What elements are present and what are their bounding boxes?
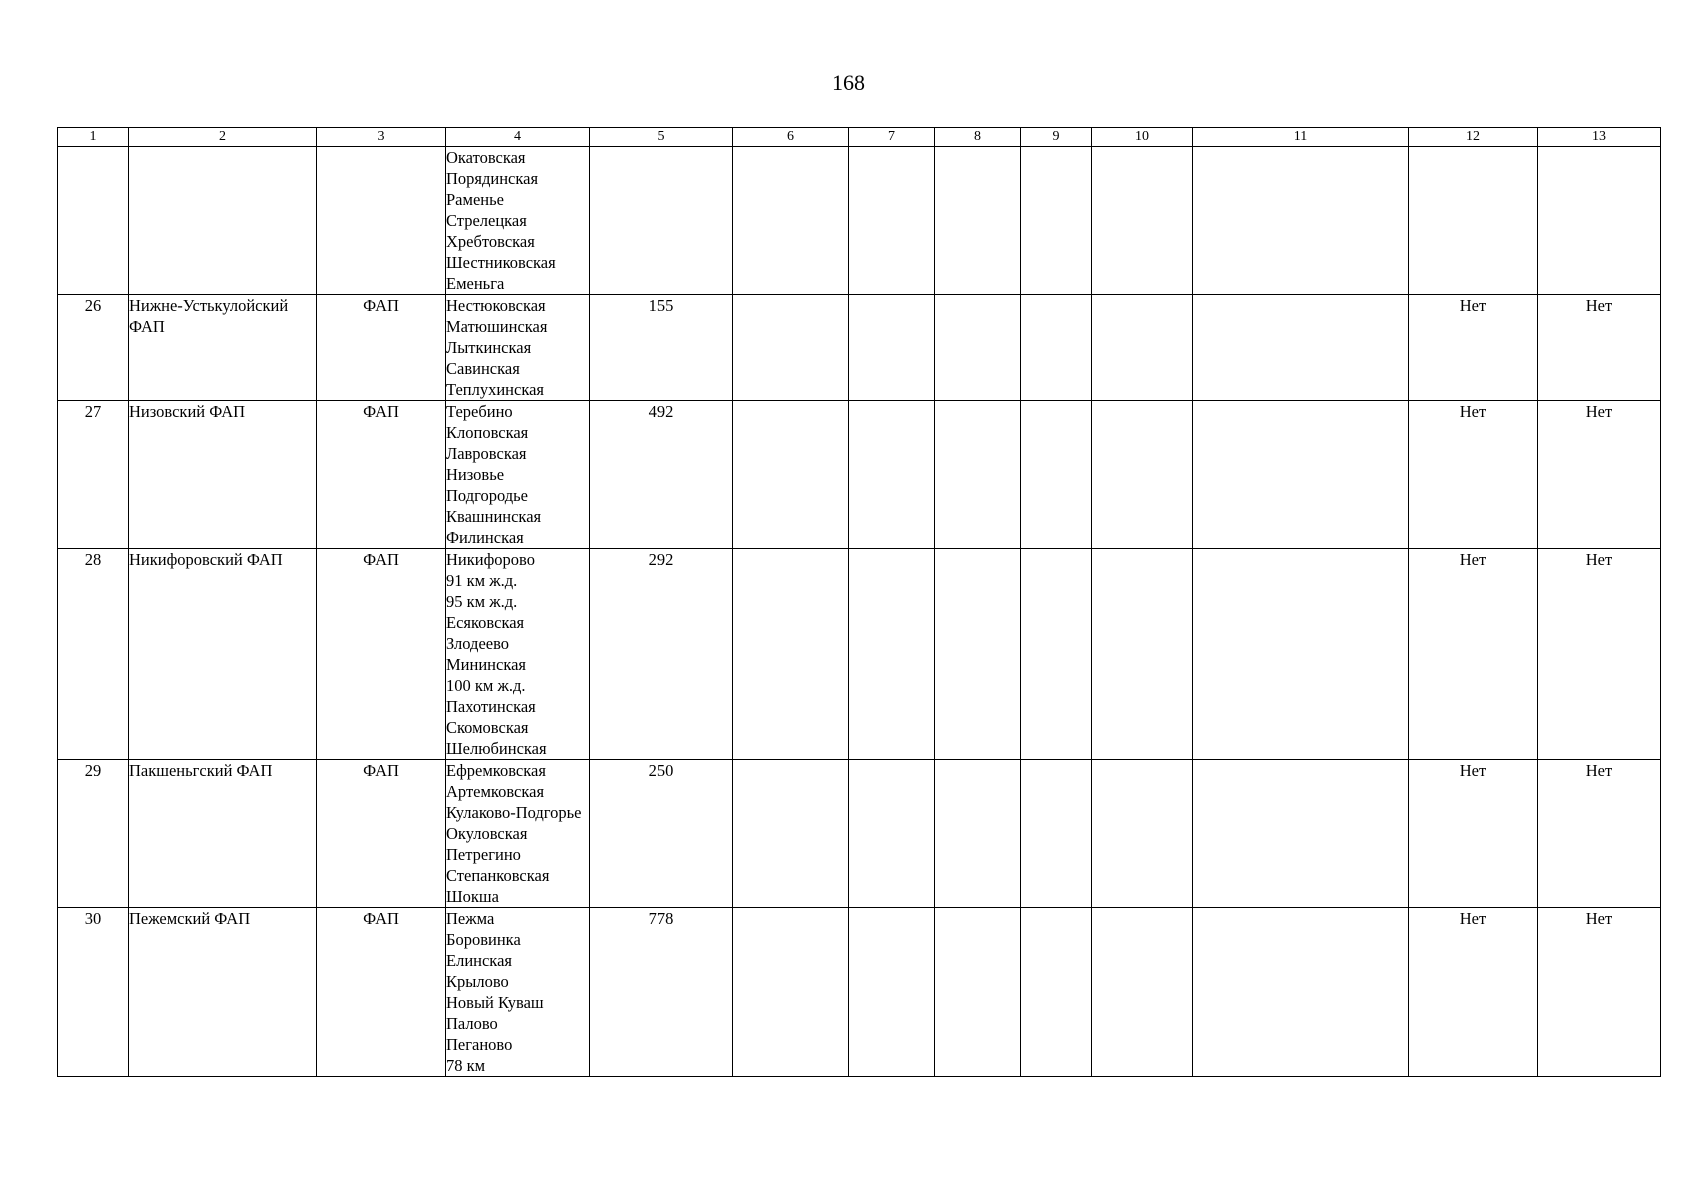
facility-name-cell: Пежемский ФАП [129, 908, 317, 1077]
empty-cell-col-6 [733, 295, 849, 401]
settlement-name: Окуловская [446, 824, 528, 843]
facility-type-cell [317, 147, 446, 295]
facility-type-cell: ФАП [317, 401, 446, 549]
settlement-name: Пеганово [446, 1035, 513, 1054]
settlement-name: 91 км ж.д. [446, 571, 518, 590]
empty-cell-col-8 [935, 549, 1021, 760]
facility-type-cell: ФАП [317, 549, 446, 760]
settlement-name: Мининская [446, 655, 526, 674]
col12-cell [1409, 147, 1538, 295]
settlement-name: Петрегино [446, 845, 521, 864]
settlement-name: Низовье [446, 465, 505, 484]
settlement-name: Раменье [446, 190, 504, 209]
settlement-name: Теребино [446, 402, 513, 421]
column-header-6: 6 [733, 128, 849, 147]
row-number-cell: 29 [58, 760, 129, 908]
settlement-name: Кулаково-Подгорье [446, 803, 582, 822]
facility-type-cell: ФАП [317, 908, 446, 1077]
settlement-name: Квашнинская [446, 507, 542, 526]
empty-cell-col-6 [733, 760, 849, 908]
page-number: 168 [832, 70, 865, 95]
col12-cell: Нет [1409, 908, 1538, 1077]
empty-cell-col-10 [1092, 147, 1193, 295]
table-row [58, 147, 1661, 295]
column-header-3: 3 [317, 128, 446, 147]
empty-cell-col-10 [1092, 760, 1193, 908]
empty-cell-col-6 [733, 908, 849, 1077]
settlements-cell [446, 908, 590, 1077]
empty-cell-col-9 [1021, 147, 1092, 295]
settlement-name: Лавровская [446, 444, 527, 463]
column-header-10: 10 [1092, 128, 1193, 147]
settlements-cell [446, 549, 590, 760]
settlement-name: Палово [446, 1014, 498, 1033]
empty-cell-col-9 [1021, 295, 1092, 401]
row-number-cell: 28 [58, 549, 129, 760]
table-row [58, 401, 1661, 549]
col13-cell [1538, 147, 1661, 295]
empty-cell-col-6 [733, 401, 849, 549]
settlement-name: Еменьга [446, 274, 505, 293]
population-cell: 492 [590, 401, 733, 549]
empty-cell-col-8 [935, 908, 1021, 1077]
settlement-name: Нестюковская [446, 296, 546, 315]
row-number-cell: 26 [58, 295, 129, 401]
empty-cell-col-8 [935, 147, 1021, 295]
settlements-cell [446, 401, 590, 549]
column-number-row [58, 128, 1661, 147]
table-row [58, 549, 1661, 760]
column-header-9: 9 [1021, 128, 1092, 147]
row-number-cell: 27 [58, 401, 129, 549]
settlement-name: Пежма [446, 909, 495, 928]
settlement-name: Лыткинская [446, 338, 532, 357]
col13-cell: Нет [1538, 760, 1661, 908]
settlement-name: Хребтовская [446, 232, 535, 251]
empty-cell-col-8 [935, 295, 1021, 401]
table-row [58, 295, 1661, 401]
empty-cell-col-7 [849, 760, 935, 908]
facility-type-cell: ФАП [317, 760, 446, 908]
col12-cell: Нет [1409, 295, 1538, 401]
column-header-5: 5 [590, 128, 733, 147]
settlement-name: Степанковская [446, 866, 550, 885]
empty-cell-col-10 [1092, 549, 1193, 760]
empty-cell-col-6 [733, 549, 849, 760]
col13-cell: Нет [1538, 549, 1661, 760]
empty-cell-col-9 [1021, 549, 1092, 760]
settlement-name: 100 км ж.д. [446, 676, 526, 695]
table-row [58, 760, 1661, 908]
empty-cell-col-6 [733, 147, 849, 295]
settlement-name: Порядинская [446, 169, 539, 188]
empty-cell-col-11 [1193, 549, 1409, 760]
settlement-name: Шокша [446, 887, 499, 906]
settlement-name: 95 км ж.д. [446, 592, 518, 611]
settlement-name: Боровинка [446, 930, 521, 949]
empty-cell-col-11 [1193, 760, 1409, 908]
row-number-cell [58, 147, 129, 295]
settlement-name: Ефремковская [446, 761, 546, 780]
column-header-13: 13 [1538, 128, 1661, 147]
facility-name-cell [129, 147, 317, 295]
settlement-name: Теплухинская [446, 380, 545, 399]
empty-cell-col-9 [1021, 760, 1092, 908]
settlement-name: Пахотинская [446, 697, 536, 716]
col13-cell: Нет [1538, 401, 1661, 549]
settlements-cell [446, 147, 590, 295]
settlement-name: Есяковская [446, 613, 525, 632]
column-header-1: 1 [58, 128, 129, 147]
settlement-name: Шестниковская [446, 253, 556, 272]
settlement-name: Скомовская [446, 718, 529, 737]
settlement-name: Злодеево [446, 634, 510, 653]
empty-cell-col-9 [1021, 401, 1092, 549]
settlement-name: Клоповская [446, 423, 529, 442]
empty-cell-col-10 [1092, 295, 1193, 401]
column-header-11: 11 [1193, 128, 1409, 147]
empty-cell-col-11 [1193, 295, 1409, 401]
settlements-cell [446, 295, 590, 401]
empty-cell-col-10 [1092, 908, 1193, 1077]
empty-cell-col-8 [935, 760, 1021, 908]
settlement-name: Подгородье [446, 486, 528, 505]
column-header-2: 2 [129, 128, 317, 147]
column-header-12: 12 [1409, 128, 1538, 147]
population-cell [590, 147, 733, 295]
settlement-name: Никифорово [446, 550, 535, 569]
empty-cell-col-9 [1021, 908, 1092, 1077]
col13-cell: Нет [1538, 908, 1661, 1077]
empty-cell-col-7 [849, 549, 935, 760]
settlement-name: Елинская [446, 951, 512, 970]
settlement-name: 78 км [446, 1056, 486, 1075]
population-cell: 778 [590, 908, 733, 1077]
col13-cell: Нет [1538, 295, 1661, 401]
settlement-name: Савинская [446, 359, 520, 378]
empty-cell-col-11 [1193, 908, 1409, 1077]
empty-cell-col-10 [1092, 401, 1193, 549]
empty-cell-col-11 [1193, 401, 1409, 549]
table-body [58, 147, 1661, 1077]
population-cell: 155 [590, 295, 733, 401]
settlement-name: Окатовская [446, 148, 526, 167]
settlement-name: Шелюбинская [446, 739, 547, 758]
row-number-cell: 30 [58, 908, 129, 1077]
facility-name-cell: Пакшеньгский ФАП [129, 760, 317, 908]
facility-name-cell: Нижне-Устькулойский ФАП [129, 295, 317, 401]
empty-cell-col-7 [849, 401, 935, 549]
settlement-name: Новый Куваш [446, 993, 544, 1012]
facility-name-cell: Никифоровский ФАП [129, 549, 317, 760]
empty-cell-col-11 [1193, 147, 1409, 295]
settlements-cell [446, 760, 590, 908]
population-cell: 250 [590, 760, 733, 908]
settlement-name: Стрелецкая [446, 211, 527, 230]
settlement-name: Матюшинская [446, 317, 548, 336]
facility-type-cell: ФАП [317, 295, 446, 401]
col12-cell: Нет [1409, 760, 1538, 908]
empty-cell-col-7 [849, 147, 935, 295]
column-header-8: 8 [935, 128, 1021, 147]
facilities-table [57, 127, 1661, 1077]
settlement-name: Артемковская [446, 782, 545, 801]
population-cell: 292 [590, 549, 733, 760]
col12-cell: Нет [1409, 549, 1538, 760]
empty-cell-col-7 [849, 908, 935, 1077]
empty-cell-col-8 [935, 401, 1021, 549]
facility-name-cell: Низовский ФАП [129, 401, 317, 549]
column-header-4: 4 [446, 128, 590, 147]
settlement-name: Филинская [446, 528, 524, 547]
table-row [58, 908, 1661, 1077]
settlement-name: Крылово [446, 972, 509, 991]
column-header-7: 7 [849, 128, 935, 147]
empty-cell-col-7 [849, 295, 935, 401]
col12-cell: Нет [1409, 401, 1538, 549]
